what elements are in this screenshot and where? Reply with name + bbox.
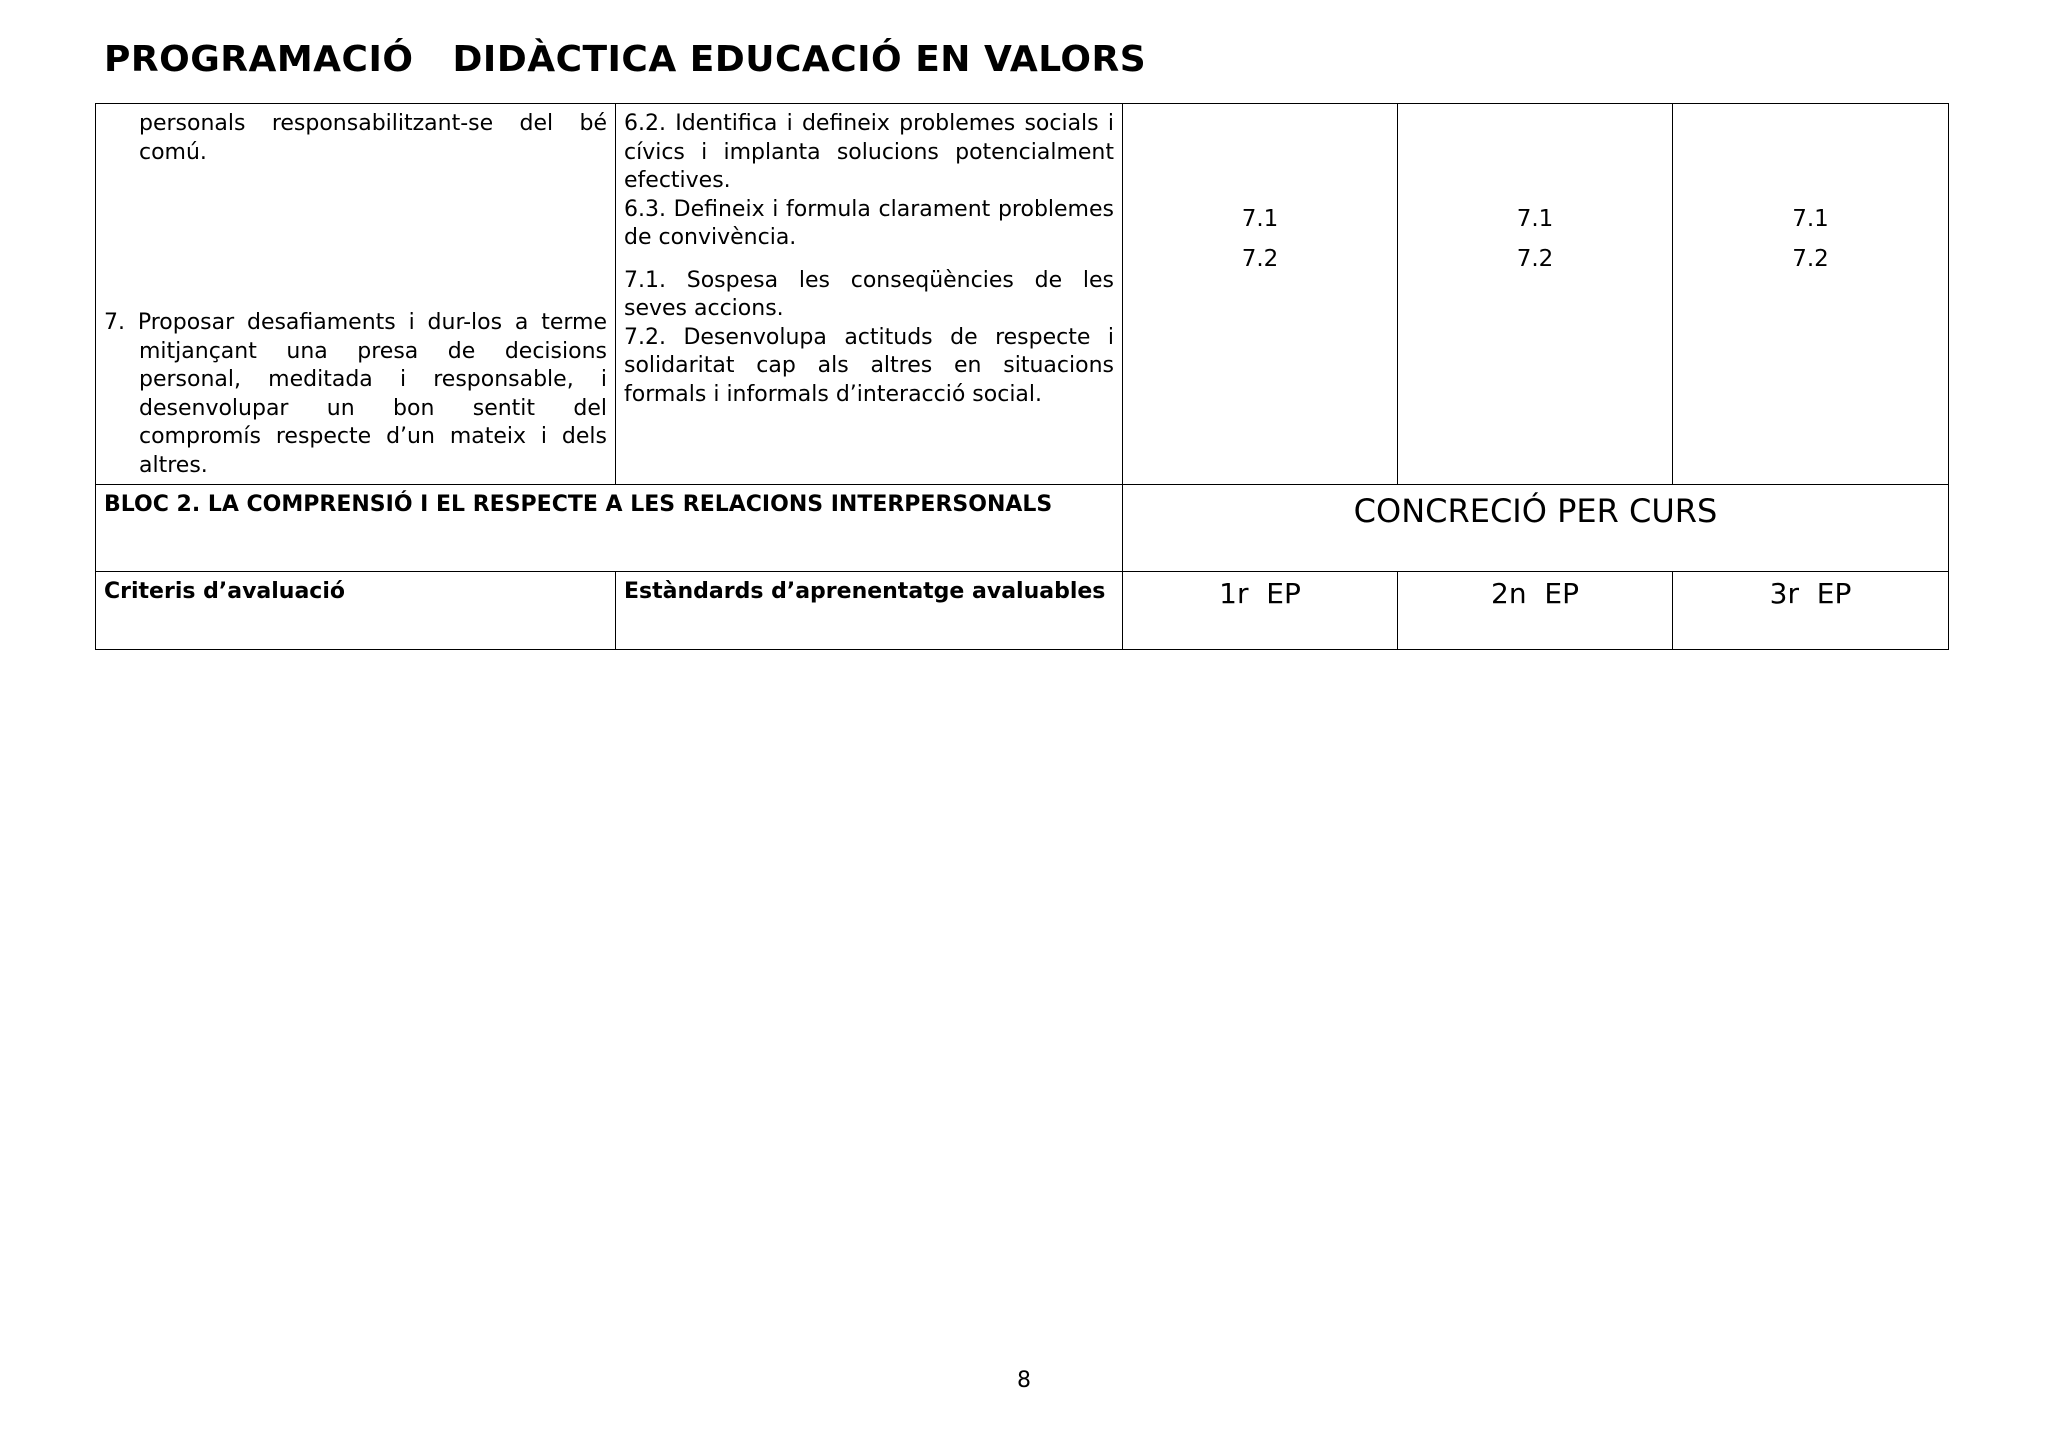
course-2-cell	[1398, 104, 1673, 485]
curriculum-table	[95, 103, 1949, 650]
criteria-7: 7. Proposar desafiaments i dur-los a terme mitjançant una presa de decisions personal, meditada i responsable, i desenvolupar un bon sentit del compromís respecte d’un mateix i dels altres.	[104, 310, 607, 478]
ep1-header-cell	[1123, 572, 1398, 650]
page-title: PROGRAMACIÓ DIDÀCTICA EDUCACIÓ EN VALORS	[104, 39, 1147, 80]
page-number: 8	[1017, 1368, 1031, 1393]
table-row	[96, 572, 1949, 650]
concrecio-cell	[1123, 485, 1949, 572]
course-3-value: 7.2	[1792, 246, 1829, 272]
criteria-cell	[96, 104, 616, 485]
course-1-value: 7.1	[1241, 206, 1279, 232]
ep3-header: 3r EP	[1769, 577, 1852, 610]
ep3-header-cell	[1673, 572, 1949, 650]
ep1-header: 1r EP	[1219, 577, 1301, 610]
estandards-header: Estàndards d’aprenentatge avaluables	[624, 579, 1106, 604]
ep2-header-cell	[1398, 572, 1673, 650]
criteris-header: Criteris d’avaluació	[104, 579, 346, 604]
criteria-continuation: personals responsabilitzant-se del bé comú.	[139, 111, 607, 165]
estandards-header-cell	[616, 572, 1123, 650]
course-3-cell	[1673, 104, 1949, 485]
standards-cell	[616, 104, 1123, 485]
bloc-title: BLOC 2. LA COMPRENSIÓ I EL RESPECTE A LES RELACIONS INTERPERSONALS	[104, 492, 1053, 517]
course-1-cell	[1123, 104, 1398, 485]
standard-6-3: 6.3. Defineix i formula clarament problemes de convivència.	[624, 196, 1114, 250]
standard-7-2: 7.2. Desenvolupa actituds de respecte i solidaritat cap als altres en situacions formals i informals d’interacció social.	[624, 324, 1114, 407]
table-row	[96, 104, 1949, 485]
bloc-title-cell	[96, 485, 1123, 572]
criteris-header-cell	[96, 572, 616, 650]
table-row	[96, 485, 1949, 572]
ep2-header: 2n EP	[1491, 577, 1579, 610]
concrecio-heading: CONCRECIÓ PER CURS	[1353, 492, 1718, 530]
course-2-value: 7.2	[1516, 246, 1554, 272]
course-2-value: 7.1	[1516, 206, 1554, 232]
standard-7-1: 7.1. Sospesa les conseqüències de les seves accions.	[624, 267, 1114, 321]
course-3-value: 7.1	[1792, 206, 1829, 232]
standard-6-2: 6.2. Identifica i defineix problemes socials i cívics i implanta solucions potencialment efectives.	[624, 111, 1114, 193]
course-1-value: 7.2	[1241, 246, 1279, 272]
